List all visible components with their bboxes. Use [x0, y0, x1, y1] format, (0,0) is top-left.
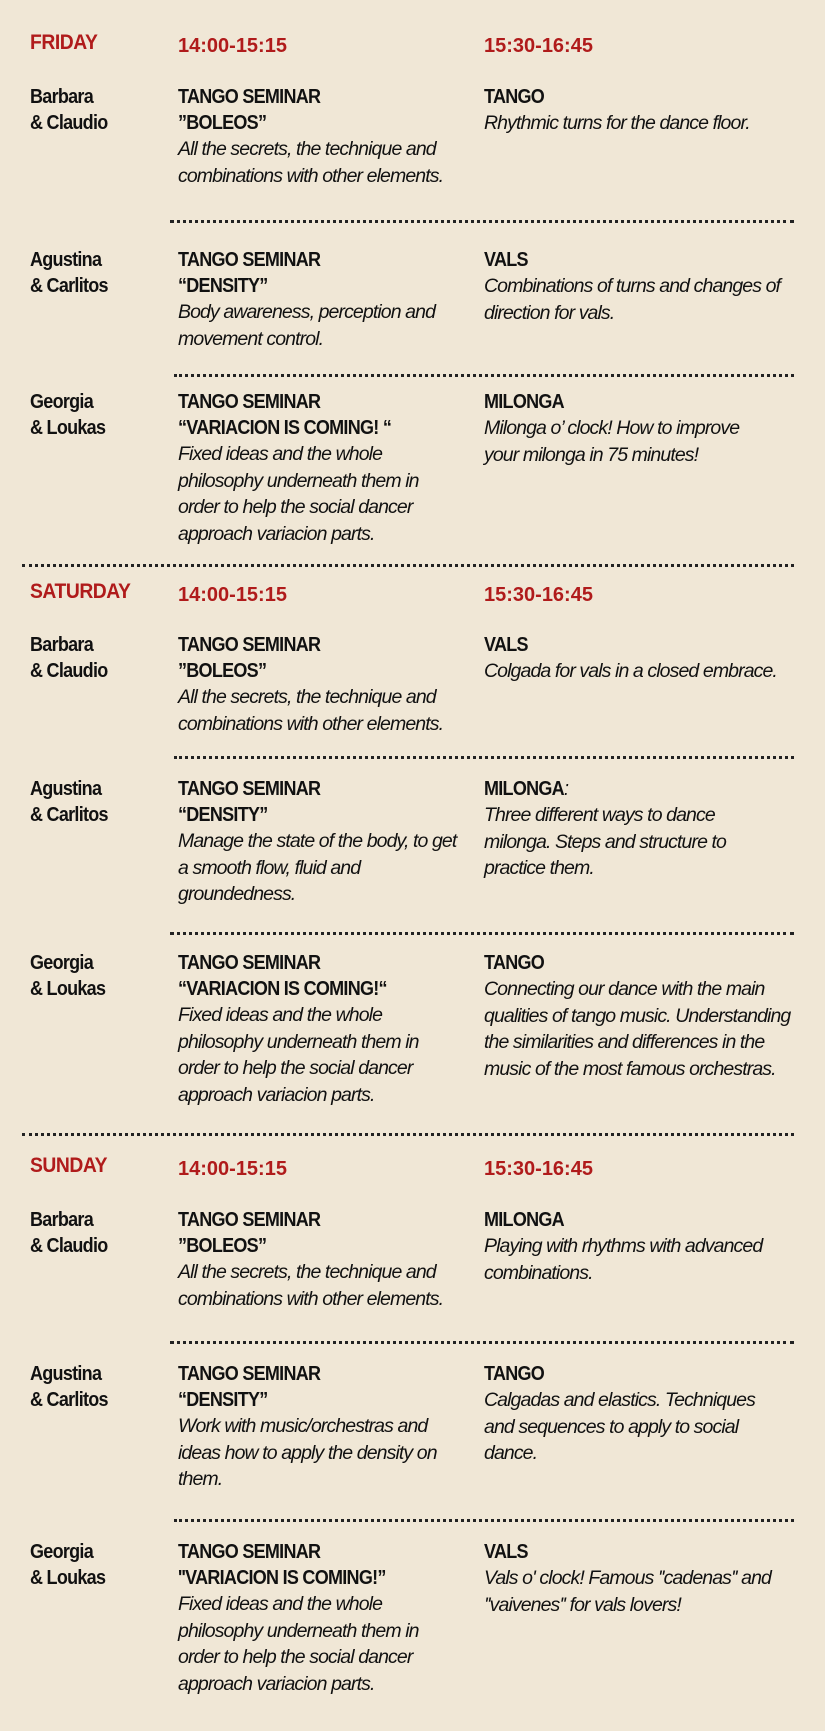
teacher-name: Agustina — [30, 1363, 102, 1385]
teacher-partner: & Carlitos — [30, 1389, 108, 1411]
seminar-subtitle: “VARIACION IS COMING!“ — [178, 978, 387, 1000]
day-divider — [22, 564, 794, 567]
seminar-title: TANGO SEMINAR — [178, 391, 321, 413]
row-divider — [170, 932, 794, 935]
class-description: Combinations of turns and changes of direction for vals. — [484, 275, 781, 324]
row-divider — [174, 374, 794, 377]
class-title: VALS — [484, 634, 528, 656]
seminar-title: TANGO SEMINAR — [178, 1541, 321, 1563]
teacher-partner: & Carlitos — [30, 804, 108, 826]
seminar-description: Fixed ideas and the whole philosophy underneath them in order to help the social dancer approach variacion parts. — [178, 1004, 419, 1106]
seminar-title: TANGO SEMINAR — [178, 249, 321, 271]
row-divider — [170, 220, 794, 223]
class-title: TANGO — [484, 86, 545, 108]
day-heading: SATURDAY — [30, 580, 131, 603]
class-description: Vals o' clock! Famous ''cadenas'' and ''vaivenes'' for vals lovers! — [484, 1567, 772, 1616]
teacher-partner: & Loukas — [30, 1567, 106, 1589]
class-description: Colgada for vals in a closed embrace. — [484, 660, 777, 682]
seminar-subtitle: “DENSITY” — [178, 804, 268, 826]
time-slot-1: 14:00-15:15 — [178, 584, 287, 606]
time-slot-2: 15:30-16:45 — [484, 584, 593, 606]
teacher-partner: & Carlitos — [30, 275, 108, 297]
seminar-description: All the secrets, the technique and combinations with other elements. — [178, 686, 444, 735]
seminar-description: All the secrets, the technique and combinations with other elements. — [178, 1261, 444, 1310]
teacher-name: Georgia — [30, 391, 93, 413]
seminar-subtitle: ”BOLEOS” — [178, 660, 267, 682]
class-description: Three different ways to dance milonga. Steps and structure to practice them. — [484, 804, 726, 879]
time-slot-1: 14:00-15:15 — [178, 35, 287, 57]
seminar-title: TANGO SEMINAR — [178, 952, 321, 974]
teacher-name: Barbara — [30, 634, 93, 656]
time-slot-2: 15:30-16:45 — [484, 1158, 593, 1180]
day-heading: SUNDAY — [30, 1154, 108, 1177]
seminar-subtitle: “DENSITY” — [178, 275, 268, 297]
seminar-title: TANGO SEMINAR — [178, 634, 321, 656]
teacher-name: Barbara — [30, 86, 93, 108]
class-title: TANGO — [484, 952, 545, 974]
class-description: Calgadas and elastics. Techniques and sequences to apply to social dance. — [484, 1389, 755, 1464]
teacher-name: Agustina — [30, 249, 102, 271]
seminar-subtitle: ”BOLEOS” — [178, 112, 267, 134]
class-description: Milonga o’ clock! How to improve your milonga in 75 minutes! — [484, 417, 740, 466]
seminar-subtitle: “DENSITY” — [178, 1389, 268, 1411]
class-title: MILONGA: — [484, 778, 569, 800]
teacher-name: Georgia — [30, 952, 93, 974]
seminar-description: Fixed ideas and the whole philosophy underneath them in order to help the social dancer approach variacion parts. — [178, 443, 419, 545]
row-divider — [174, 1519, 794, 1522]
seminar-title: TANGO SEMINAR — [178, 86, 321, 108]
class-title: TANGO — [484, 1363, 545, 1385]
seminar-subtitle: “VARIACION IS COMING! “ — [178, 417, 392, 439]
seminar-subtitle: ”BOLEOS” — [178, 1235, 267, 1257]
seminar-subtitle: ''VARIACION IS COMING!” — [178, 1567, 386, 1589]
time-slot-2: 15:30-16:45 — [484, 35, 593, 57]
seminar-description: Manage the state of the body, to get a smooth flow, fluid and groundedness. — [178, 830, 457, 905]
row-divider — [174, 756, 794, 759]
class-title: VALS — [484, 249, 528, 271]
seminar-title: TANGO SEMINAR — [178, 1209, 321, 1231]
teacher-partner: & Claudio — [30, 112, 108, 134]
teacher-partner: & Loukas — [30, 978, 106, 1000]
class-description: Connecting our dance with the main qualities of tango music. Understanding the similarities and differences in the music of the most famous orchestras. — [484, 978, 791, 1080]
seminar-description: Fixed ideas and the whole philosophy underneath them in order to help the social dancer approach variacion parts. — [178, 1593, 419, 1695]
time-slot-1: 14:00-15:15 — [178, 1158, 287, 1180]
seminar-title: TANGO SEMINAR — [178, 1363, 321, 1385]
class-title: MILONGA — [484, 1209, 564, 1231]
teacher-partner: & Claudio — [30, 660, 108, 682]
teacher-name: Agustina — [30, 778, 102, 800]
row-divider — [170, 1341, 794, 1344]
teacher-name: Barbara — [30, 1209, 93, 1231]
seminar-description: All the secrets, the technique and combinations with other elements. — [178, 138, 444, 187]
class-title: VALS — [484, 1541, 528, 1563]
teacher-partner: & Loukas — [30, 417, 106, 439]
seminar-description: Work with music/orchestras and ideas how to apply the density on them. — [178, 1415, 437, 1490]
seminar-title: TANGO SEMINAR — [178, 778, 321, 800]
class-title: MILONGA — [484, 391, 564, 413]
class-description: Playing with rhythms with advanced combinations. — [484, 1235, 763, 1284]
teacher-partner: & Claudio — [30, 1235, 108, 1257]
class-description: Rhythmic turns for the dance floor. — [484, 112, 750, 134]
teacher-name: Georgia — [30, 1541, 93, 1563]
day-divider — [22, 1133, 794, 1136]
seminar-description: Body awareness, perception and movement control. — [178, 301, 436, 350]
day-heading: FRIDAY — [30, 31, 98, 54]
